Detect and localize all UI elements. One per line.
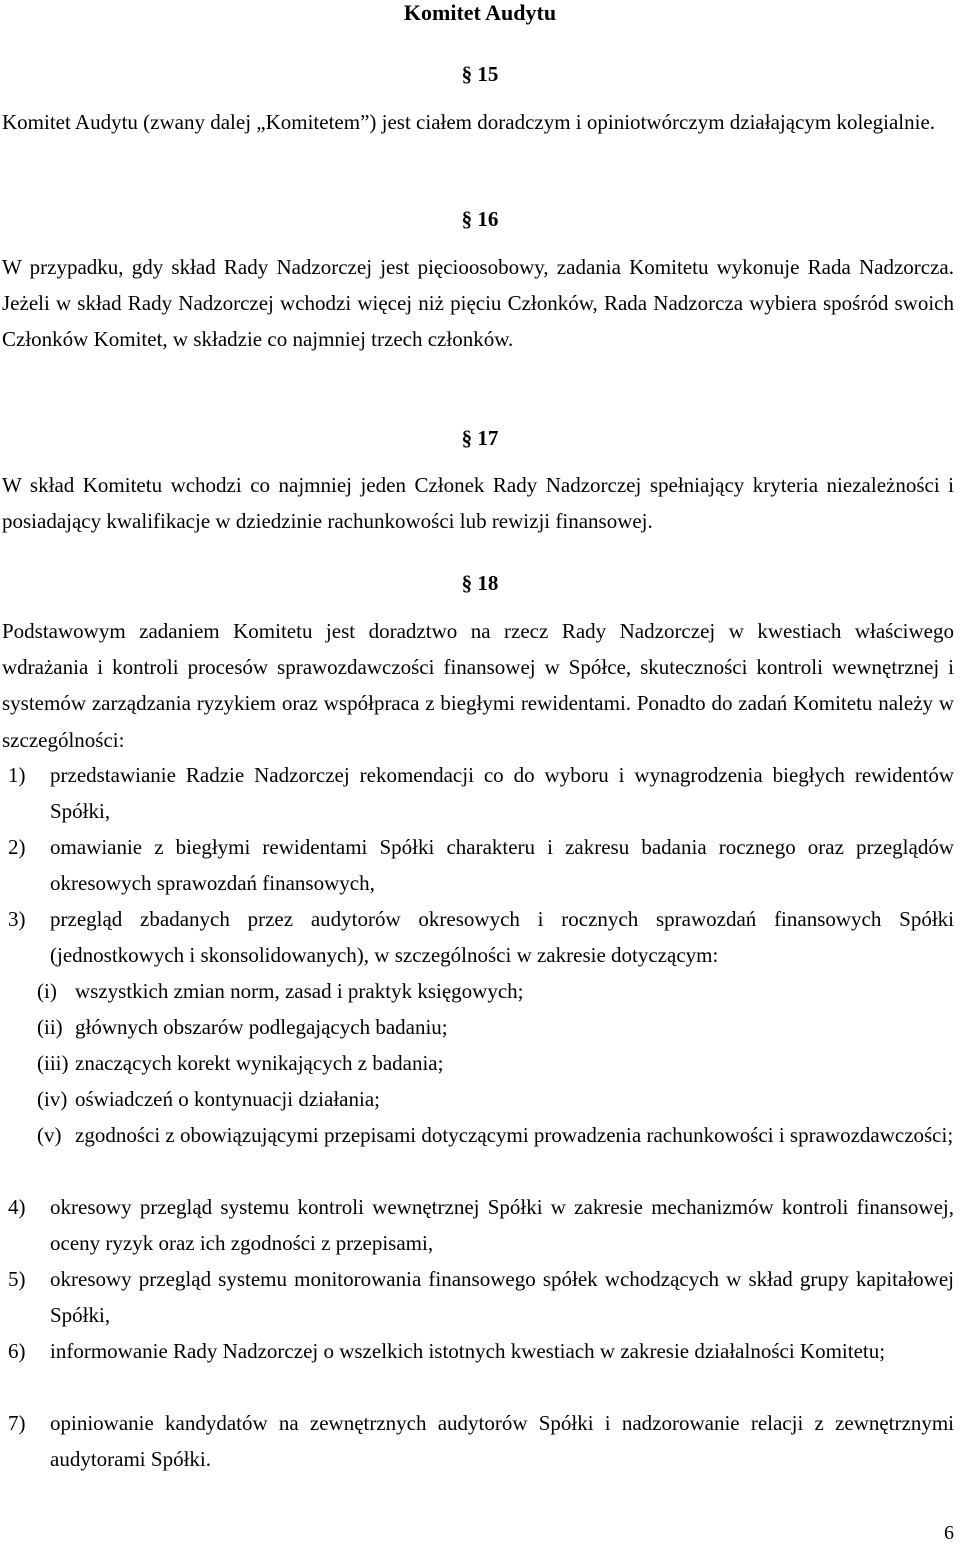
section-17-text: W skład Komitetu wchodzi co najmniej jeden Członek Rady Nadzorczej spełniający kryteria niezależności i posiadający kwalifikacje w dziedzinie rachunkowości lub rewizji finansowej. (2, 473, 954, 534)
list-item (8, 1333, 954, 1369)
list-item-number: 6) (8, 1339, 26, 1363)
sublist-item-text: głównych obszarów podlegających badaniu; (75, 1015, 448, 1039)
page-number: 6 (944, 1522, 954, 1544)
section-18-text: Podstawowym zadaniem Komitetu jest doradztwo na rzecz Rady Nadzorczej w kwestiach właściwego wdrażania i kontroli procesów sprawozdawczości finansowej w Spółce, skuteczności kontroli wewnętrznej i systemów zarządzania ryzykiem oraz współpraca z biegłymi rewidentami. Ponadto do zadań Komitetu należy w szczególności: (2, 619, 954, 752)
sublist-item-number: (v) (37, 1123, 62, 1147)
list-item-number: 2) (8, 835, 26, 859)
sublist-item (37, 1009, 954, 1045)
list-item (8, 1189, 954, 1261)
section-15-symbol: § 15 (461, 62, 499, 86)
list-item-number: 7) (8, 1411, 26, 1435)
section-15-text: Komitet Audytu (zwany dalej „Komitetem”) jest ciałem doradczym i opiniotwórczym działającym kolegialnie. (2, 110, 936, 134)
list-item-text: informowanie Rady Nadzorczej o wszelkich istotnych kwestiach w zakresie działalności Komitetu; (50, 1339, 886, 1363)
sublist-item-number: (ii) (37, 1015, 63, 1039)
section-16-symbol: § 16 (461, 207, 499, 231)
sublist-item-text: znaczących korekt wynikających z badania; (75, 1051, 444, 1075)
list-item-text: przegląd zbadanych przez audytorów okresowych i rocznych sprawozdań finansowych Spółki (jednostkowych i skonsolidowanych), w szczególności w zakresie dotyczącym: (50, 907, 954, 968)
document-title: Komitet Audytu (403, 0, 557, 25)
sublist-item-text: oświadczeń o kontynuacji działania; (75, 1087, 380, 1111)
sublist-item-text: zgodności z obowiązującymi przepisami dotyczącymi prowadzenia rachunkowości i sprawozdawczości; (75, 1123, 954, 1147)
section-16-text: W przypadku, gdy skład Rady Nadzorczej jest pięcioosobowy, zadania Komitetu wykonuje Rada Nadzorcza. Jeżeli w skład Rady Nadzorczej wchodzi więcej niż pięciu Członków, Rada Nadzorcza wybiera spośród swoich Członków Komitet, w składzie co najmniej trzech członków. (2, 255, 954, 352)
list-item-number: 4) (8, 1195, 26, 1219)
list-item-text: okresowy przegląd systemu monitorowania finansowego spółek wchodzących w skład grupy kapitałowej Spółki, (50, 1267, 954, 1328)
list-item-number: 1) (8, 763, 26, 787)
sublist-item (37, 1045, 954, 1081)
list-item-number: 3) (8, 907, 26, 931)
list-item (8, 1261, 954, 1333)
sublist-item-text: wszystkich zmian norm, zasad i praktyk księgowych; (75, 979, 524, 1003)
sublist-item (37, 1081, 954, 1117)
sublist-item (37, 973, 954, 1009)
sublist-item-number: (i) (37, 979, 57, 1003)
section-18-symbol: § 18 (461, 571, 499, 595)
list-item (8, 757, 954, 829)
list-item (8, 829, 954, 901)
list-item-text: omawianie z biegłymi rewidentami Spółki charakteru i zakresu badania rocznego oraz przeglądów okresowych sprawozdań finansowych, (50, 835, 954, 896)
section-17-symbol: § 17 (461, 426, 499, 450)
list-item (8, 1405, 954, 1477)
list-item-text: przedstawianie Radzie Nadzorczej rekomendacji co do wyboru i wynagrodzenia biegłych rewidentów Spółki, (50, 763, 954, 824)
list-item (8, 901, 954, 973)
sublist-item (37, 1117, 954, 1153)
list-item-text: opiniowanie kandydatów na zewnętrznych audytorów Spółki i nadzorowanie relacji z zewnętrznymi audytorami Spółki. (50, 1411, 954, 1472)
sublist-item-number: (iii) (37, 1051, 69, 1075)
list-item-number: 5) (8, 1267, 26, 1291)
sublist-item-number: (iv) (37, 1087, 68, 1111)
list-item-text: okresowy przegląd systemu kontroli wewnętrznej Spółki w zakresie mechanizmów kontroli finansowej, oceny ryzyk oraz ich zgodności z przepisami, (50, 1195, 954, 1256)
